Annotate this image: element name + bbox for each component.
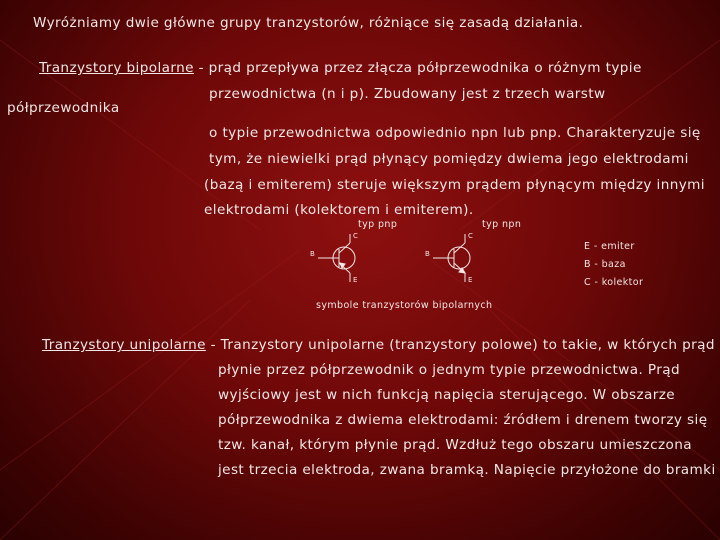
npn-transistor-symbol [433,234,473,284]
bipolar-term: Tranzystory bipolarne [39,60,194,76]
bipolar-line-1-rest: - prąd przepływa przez złącza półprzewodnika o różnym typie [193,60,642,76]
unipolar-line-6: jest trzecia elektroda, zwana bramką. Napięcie przyłożone do bramki [218,462,716,478]
unipolar-line-2: płynie przez półprzewodnik o jednym typie przewodnictwa. Prąd [218,362,681,378]
npn-c-label: C [468,232,473,240]
bipolar-line-3: półprzewodnika [7,100,120,116]
bipolar-line-5: tym, że niewielki prąd płynący pomiędzy dwiema jego elektrodami [209,151,689,167]
unipolar-line-5: tzw. kanał, którym płynie prąd. Wzdłuż tego obszaru umieszczona [218,437,692,453]
transistor-symbols [300,228,500,292]
npn-e-label: E [468,276,473,284]
npn-b-label: B [425,250,430,258]
bipolar-line-6: (bazą i emiterem) steruje większym prądem płynącym między innymi [204,177,705,193]
unipolar-line-3: wyjściowy jest w nich funkcją napięcia sterującego. W obszarze [218,387,676,403]
bipolar-line-4: o typie przewodnictwa odpowiednio npn lub pnp. Charakteryzuje się [209,125,701,141]
bipolar-line-7: elektrodami (kolektorem i emiterem). [204,202,474,218]
pnp-e-label: E [353,276,358,284]
pnp-b-label: B [310,250,315,258]
label-pnp: typ pnp [358,219,398,230]
unipolar-term: Tranzystory unipolarne [42,337,206,353]
unipolar-line-4: półprzewodnika z dwiema elektrodami: źródłem i drenem tworzy się [218,412,708,428]
label-npn: typ npn [482,219,522,230]
legend-collector: C - kolektor [584,277,644,288]
pnp-c-label: C [353,232,358,240]
diagram-caption: symbole tranzystorów bipolarnych [316,300,493,311]
legend-emitter: E - emiter [584,241,635,252]
bipolar-line-2: przewodnictwa (n i p). Zbudowany jest z trzech warstw [209,86,606,102]
unipolar-line-1 [42,337,715,353]
bipolar-line-1 [39,60,642,76]
pnp-transistor-symbol [318,234,358,284]
legend-base: B - baza [584,259,626,270]
unipolar-line-1-rest: - Tranzystory unipolarne (tranzystory polowe) to takie, w których prąd [205,337,715,353]
intro-text: Wyróżniamy dwie główne grupy tranzystorów, różniące się zasadą działania. [33,15,584,31]
